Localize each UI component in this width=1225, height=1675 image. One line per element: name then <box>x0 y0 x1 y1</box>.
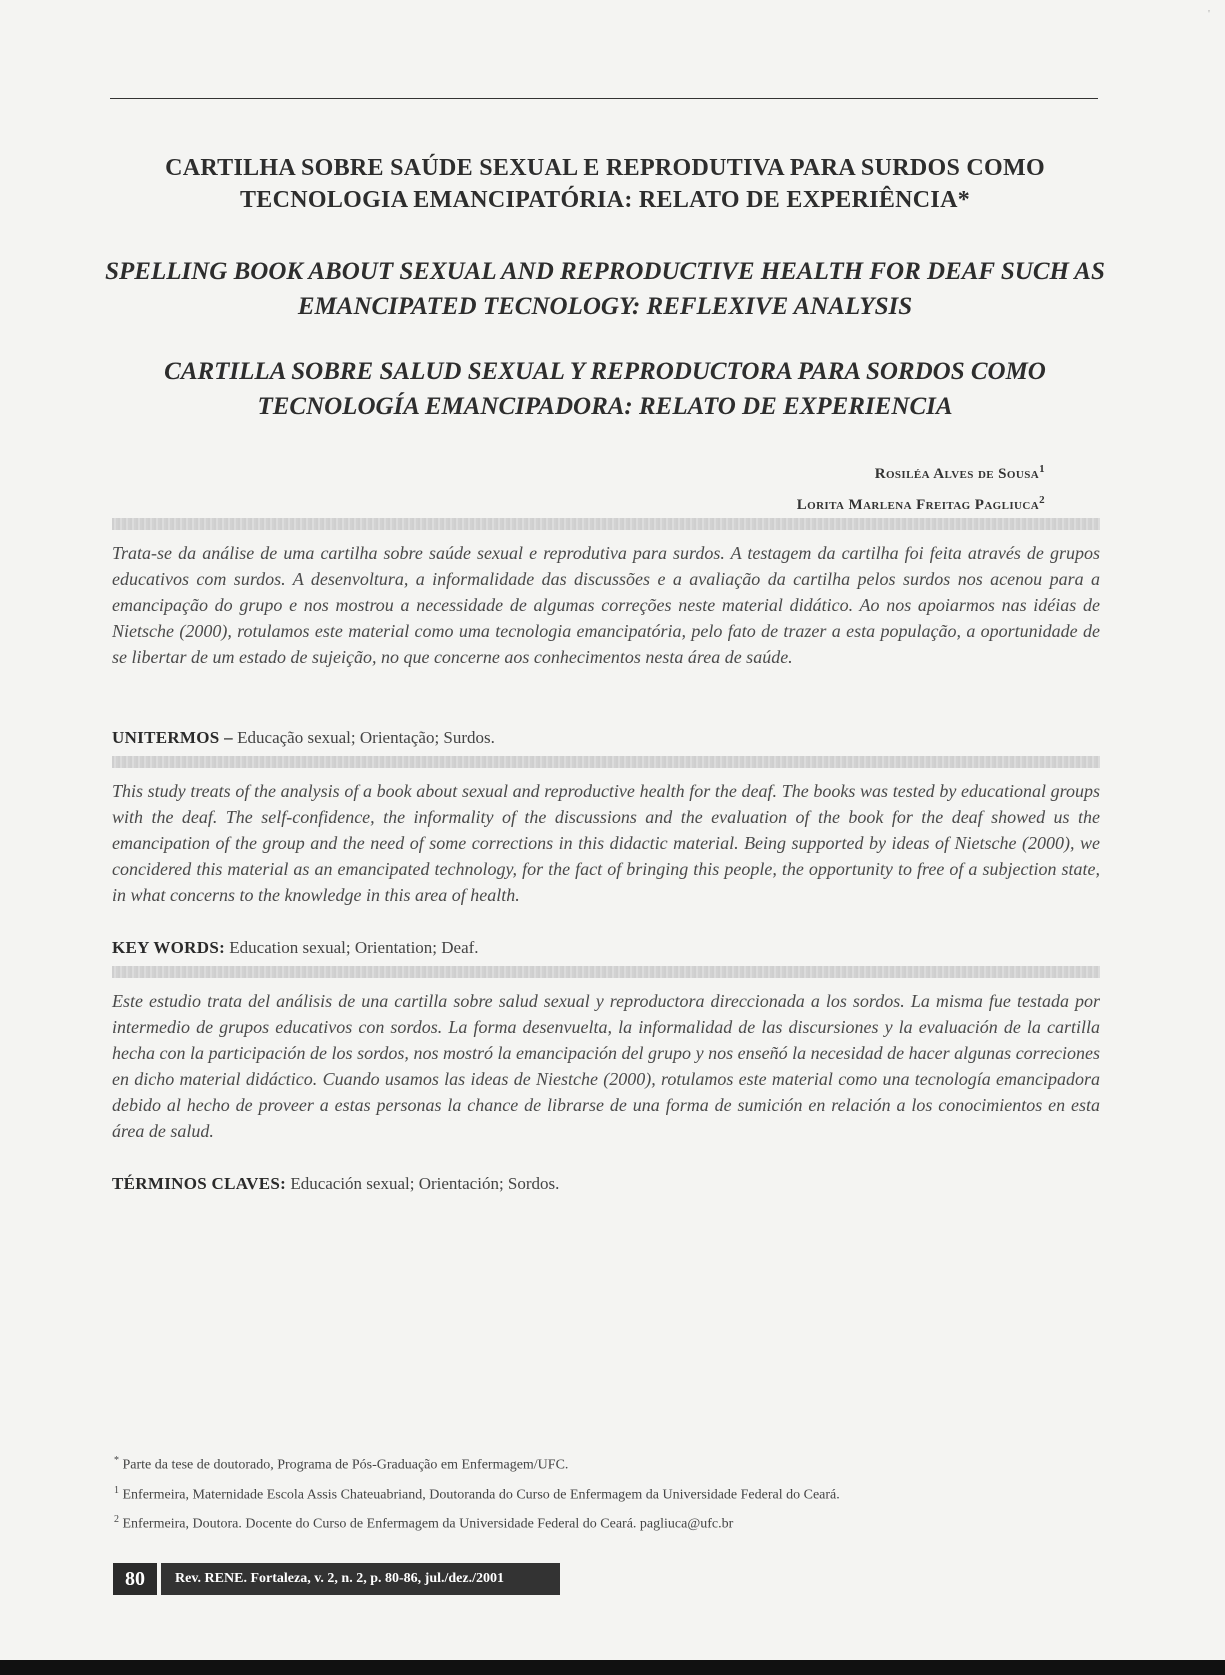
title-en-line-1: SPELLING BOOK ABOUT SEXUAL AND REPRODUCTIVE HEALTH FOR DEAF SUCH AS <box>105 258 1105 285</box>
page-number: 80 <box>113 1563 157 1595</box>
footnote-star-text: Parte da tese de doutorado, Programa de Pós-Graduação em Enfermagem/UFC. <box>122 1457 569 1473</box>
title-pt-line-2: TECNOLOGIA EMANCIPATÓRIA: RELATO DE EXPERIÊNCIA* <box>239 187 971 213</box>
keywords-en-label: KEY WORDS: <box>112 938 226 957</box>
keywords-es-text: Educación sexual; Orientación; Sordos. <box>290 1174 560 1193</box>
abstract-portuguese: Trata-se da análise de uma cartilha sobre saúde sexual e reprodutiva para surdos. A testagem da cartilha foi feita através de grupos educativos com surdos. A desenvoltura, a informalidade das discussões e a avaliação da cartilha pelos surdos nos acenou para a emancipação do grupo e nos mostrou a necessidade de algumas correções neste material didático. Ao nos apoiarmos nas idéias de Nietsche (2000), rotulamos este material como uma tecnologia emancipatória, pelo fato de trazer a esta população, a oportunidade de se libertar de um estado de sujeição, no que concerne aos conhecimentos nesta área de saúde. <box>112 543 1100 667</box>
footnote-2 <box>114 1507 1104 1537</box>
footnote-star <box>114 1448 1104 1478</box>
scan-mark: ' <box>1208 8 1210 20</box>
journal-citation: Rev. RENE. Fortaleza, v. 2, n. 2, p. 80-86, jul./dez./2001 <box>161 1563 560 1595</box>
keywords-en-text: Education sexual; Orientation; Deaf. <box>229 938 479 957</box>
page-footer <box>113 1563 560 1595</box>
title-spanish <box>100 354 1110 424</box>
author-2 <box>797 487 1045 518</box>
title-es-line-2: TECNOLOGÍA EMANCIPADORA: RELATO DE EXPERIENCIA <box>257 393 953 420</box>
keywords-spanish <box>112 1172 1100 1196</box>
scan-bottom-edge <box>0 1660 1225 1675</box>
title-english <box>100 254 1110 324</box>
section-band-pt <box>112 518 1100 530</box>
author-2-name: Lorita Marlena Freitag Pagliuca <box>796 497 1040 513</box>
keywords-english <box>112 936 1100 960</box>
author-1-name: Rosiléa Alves de Sousa <box>874 466 1040 482</box>
footnote-1-text: Enfermeira, Maternidade Escola Assis Chateuabriand, Doutoranda do Curso de Enfermagem da Universidade Federal do Ceará. <box>122 1487 840 1503</box>
footnote-star-mark: * <box>114 1455 119 1466</box>
title-portuguese <box>100 152 1110 216</box>
authors-block <box>797 456 1045 518</box>
keywords-portuguese <box>112 726 1100 750</box>
author-1-note: 1 <box>1039 463 1045 475</box>
header-rule <box>110 98 1098 99</box>
title-en-line-2: EMANCIPATED TECNOLOGY: REFLEXIVE ANALYSIS <box>297 293 913 320</box>
abstract-english: This study treats of the analysis of a book about sexual and reproductive health for the deaf. The books was tested by educational groups with the deaf. The self-confidence, the informality of the discussions and the evaluation of the book for the deaf showed us the emancipation of the group and the need of some corrections in this didactic material. Being supported by ideas of Nietsche (2000), we concidered this material as an emancipated technology, for the fact of bringing this people, the opportunity to free of a subjection state, in what concerns to the knowledge in this area of health. <box>112 781 1100 905</box>
author-1 <box>797 456 1045 487</box>
footnote-2-mark: 2 <box>114 1514 119 1526</box>
footnote-2-text: Enfermeira, Doutora. Docente do Curso de Enfermagem da Universidade Federal do Ceará. pagliuca@ufc.br <box>122 1516 734 1532</box>
keywords-pt-label: UNITERMOS – <box>112 728 233 747</box>
title-es-line-1: CARTILLA SOBRE SALUD SEXUAL Y REPRODUCTORA PARA SORDOS COMO <box>164 358 1046 385</box>
section-band-en <box>112 756 1100 768</box>
abstract-spanish: Este estudio trata del análisis de una cartilla sobre salud sexual y reproductora direccionada a los sordos. La misma fue testada por intermedio de grupos educativos con sordos. La forma desenvuelta, la informalidad de las discursiones y la evaluación de la cartilla hecha con la participación de los sordos, nos mostró la emancipación del grupo y nos enseñó la necesidad de hacer algunas correciones en dicho material didáctico. Cuando usamos las ideas de Niestche (2000), rotulamos este material como una tecnología emancipadora debido al hecho de proveer a estas personas la chance de librarse de una forma de sumición en relación a los conocimientos en esta área de salud. <box>112 991 1100 1141</box>
keywords-pt-text: Educação sexual; Orientação; Surdos. <box>237 728 495 747</box>
author-2-note: 2 <box>1039 494 1045 506</box>
footnotes <box>114 1448 1104 1537</box>
keywords-es-label: TÉRMINOS CLAVES: <box>112 1174 287 1193</box>
footnote-1 <box>114 1478 1104 1508</box>
section-band-es <box>112 966 1100 978</box>
title-pt-line-1: CARTILHA SOBRE SAÚDE SEXUAL E REPRODUTIVA PARA SURDOS COMO <box>165 155 1045 181</box>
footnote-1-mark: 1 <box>114 1484 119 1496</box>
